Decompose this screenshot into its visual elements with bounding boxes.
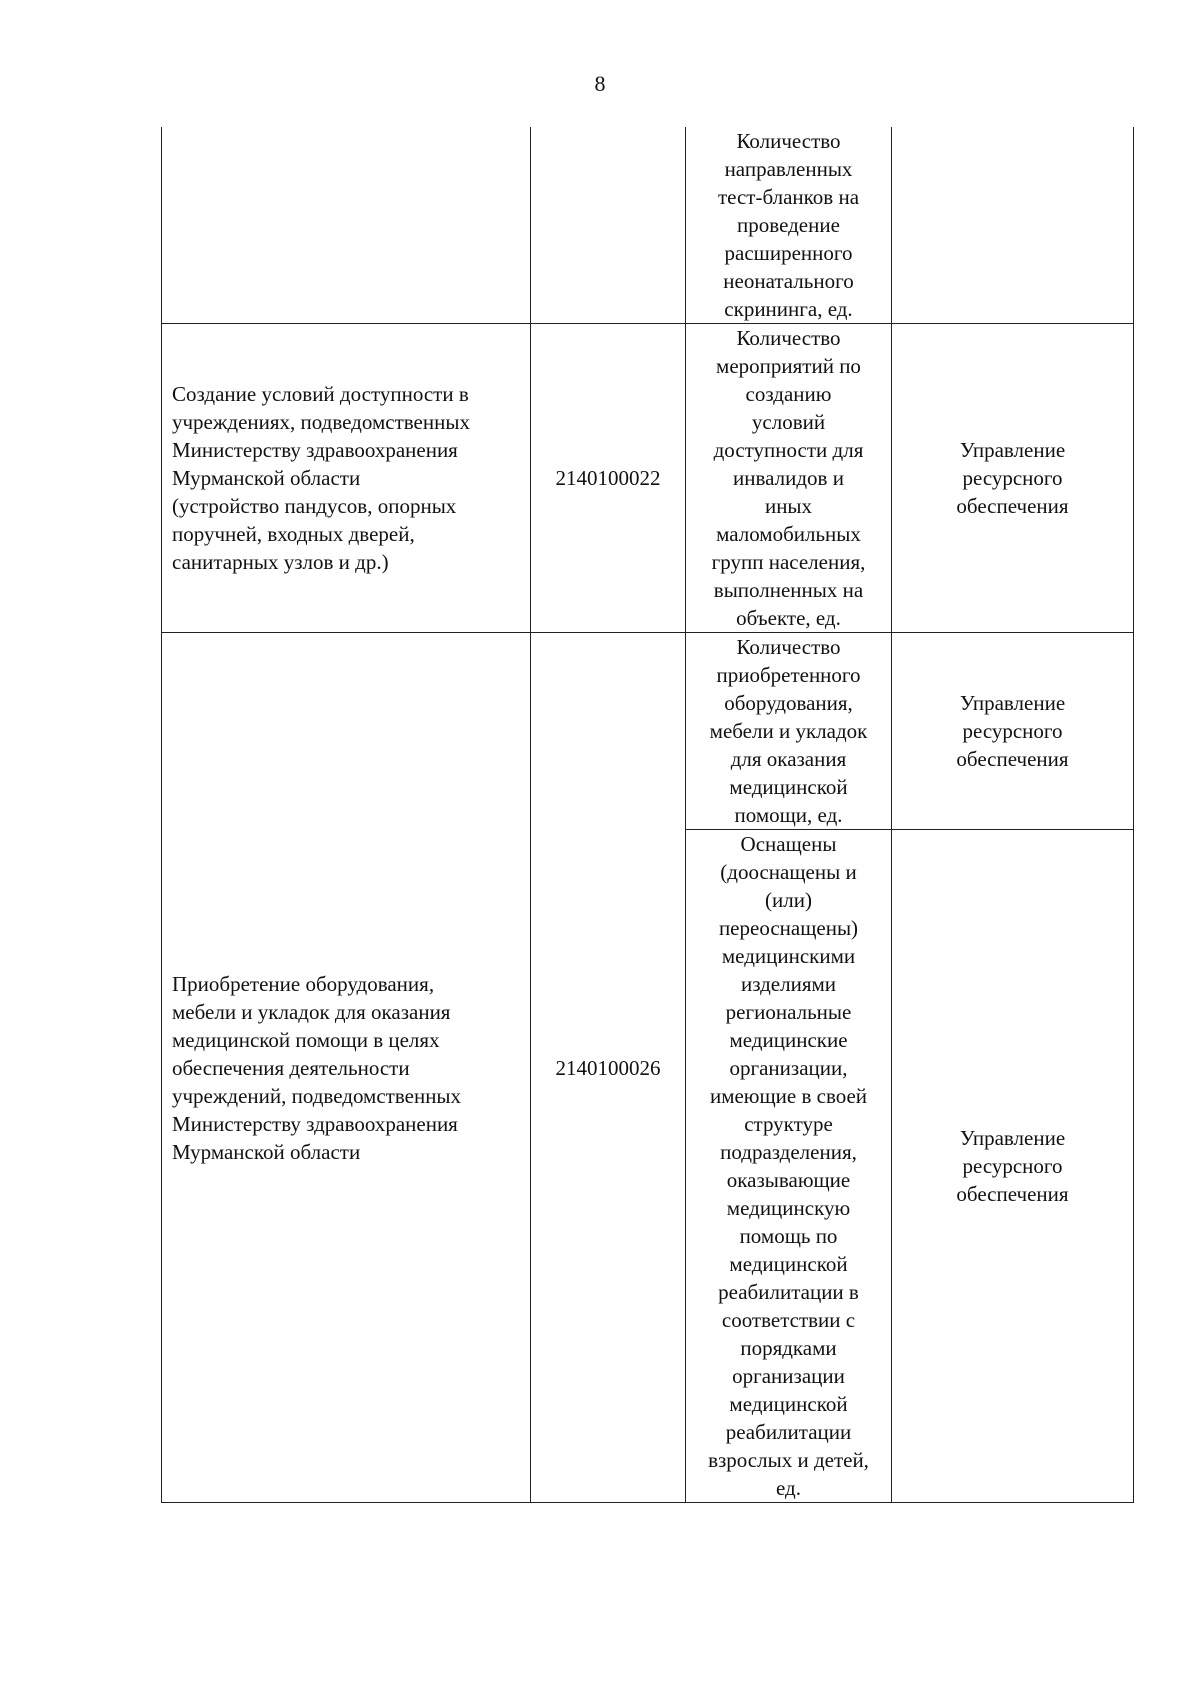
indicator-text: Количество мероприятий по созданию условий доступности для инвалидов и иных маломобильных групп населения, выполненных на объекте, ед. — [711, 326, 866, 630]
table-row-continued — [162, 127, 1134, 324]
event-name: Приобретение оборудования, мебели и укладок для оказания медицинской помощи в целях обеспечения деятельности учреждений, подведомственных Министерству здравоохранения Мурманской области — [172, 971, 462, 1164]
event-code: 2140100022 — [555, 466, 661, 490]
indicator-cell — [686, 127, 892, 324]
code-cell — [531, 633, 686, 1503]
table-row-accessibility — [162, 324, 1134, 633]
event-code: 2140100026 — [555, 1055, 661, 1080]
indicator-cell — [686, 324, 892, 633]
indicator-cell — [686, 830, 892, 1503]
responsible-cell — [892, 830, 1134, 1503]
indicator-cell — [686, 633, 892, 830]
table-row-equipment — [162, 633, 1134, 830]
code-cell — [531, 127, 686, 324]
responsible-text: Управление ресурсного обеспечения — [956, 1126, 1069, 1206]
page-number: 8 — [594, 71, 606, 96]
code-cell — [531, 324, 686, 633]
event-name-cell — [162, 633, 531, 1503]
indicator-text: Количество приобретенного оборудования, мебели и укладок для оказания медицинской помощи, ед. — [709, 635, 868, 827]
indicator-text: Количество направленных тест-бланков на проведение расширенного неонатального скрининга, ед. — [717, 129, 860, 321]
event-name: Создание условий доступности в учреждениях, подведомственных Министерству здравоохранения Мурманской области (устройство пандусов, опорных поручней, входных дверей, санитарных узлов и др.) — [172, 382, 470, 574]
responsible-cell — [892, 324, 1134, 633]
responsible-cell — [892, 127, 1134, 324]
event-name-cell — [162, 324, 531, 633]
responsible-text: Управление ресурсного обеспечения — [956, 438, 1069, 518]
indicator-text: Оснащены (дооснащены и (или) переоснащены) медицинскими изделиями региональные медицинские организации, имеющие в своей структуре подразделения, оказывающие медицинскую помощь по медицинской реабилитации в соответствии с порядками организации медицинской реабилитации взрослых и детей, ед. — [708, 832, 869, 1500]
responsible-cell — [892, 633, 1134, 830]
program-table — [161, 127, 1134, 1503]
event-name-cell — [162, 127, 531, 324]
responsible-text: Управление ресурсного обеспечения — [956, 691, 1069, 771]
